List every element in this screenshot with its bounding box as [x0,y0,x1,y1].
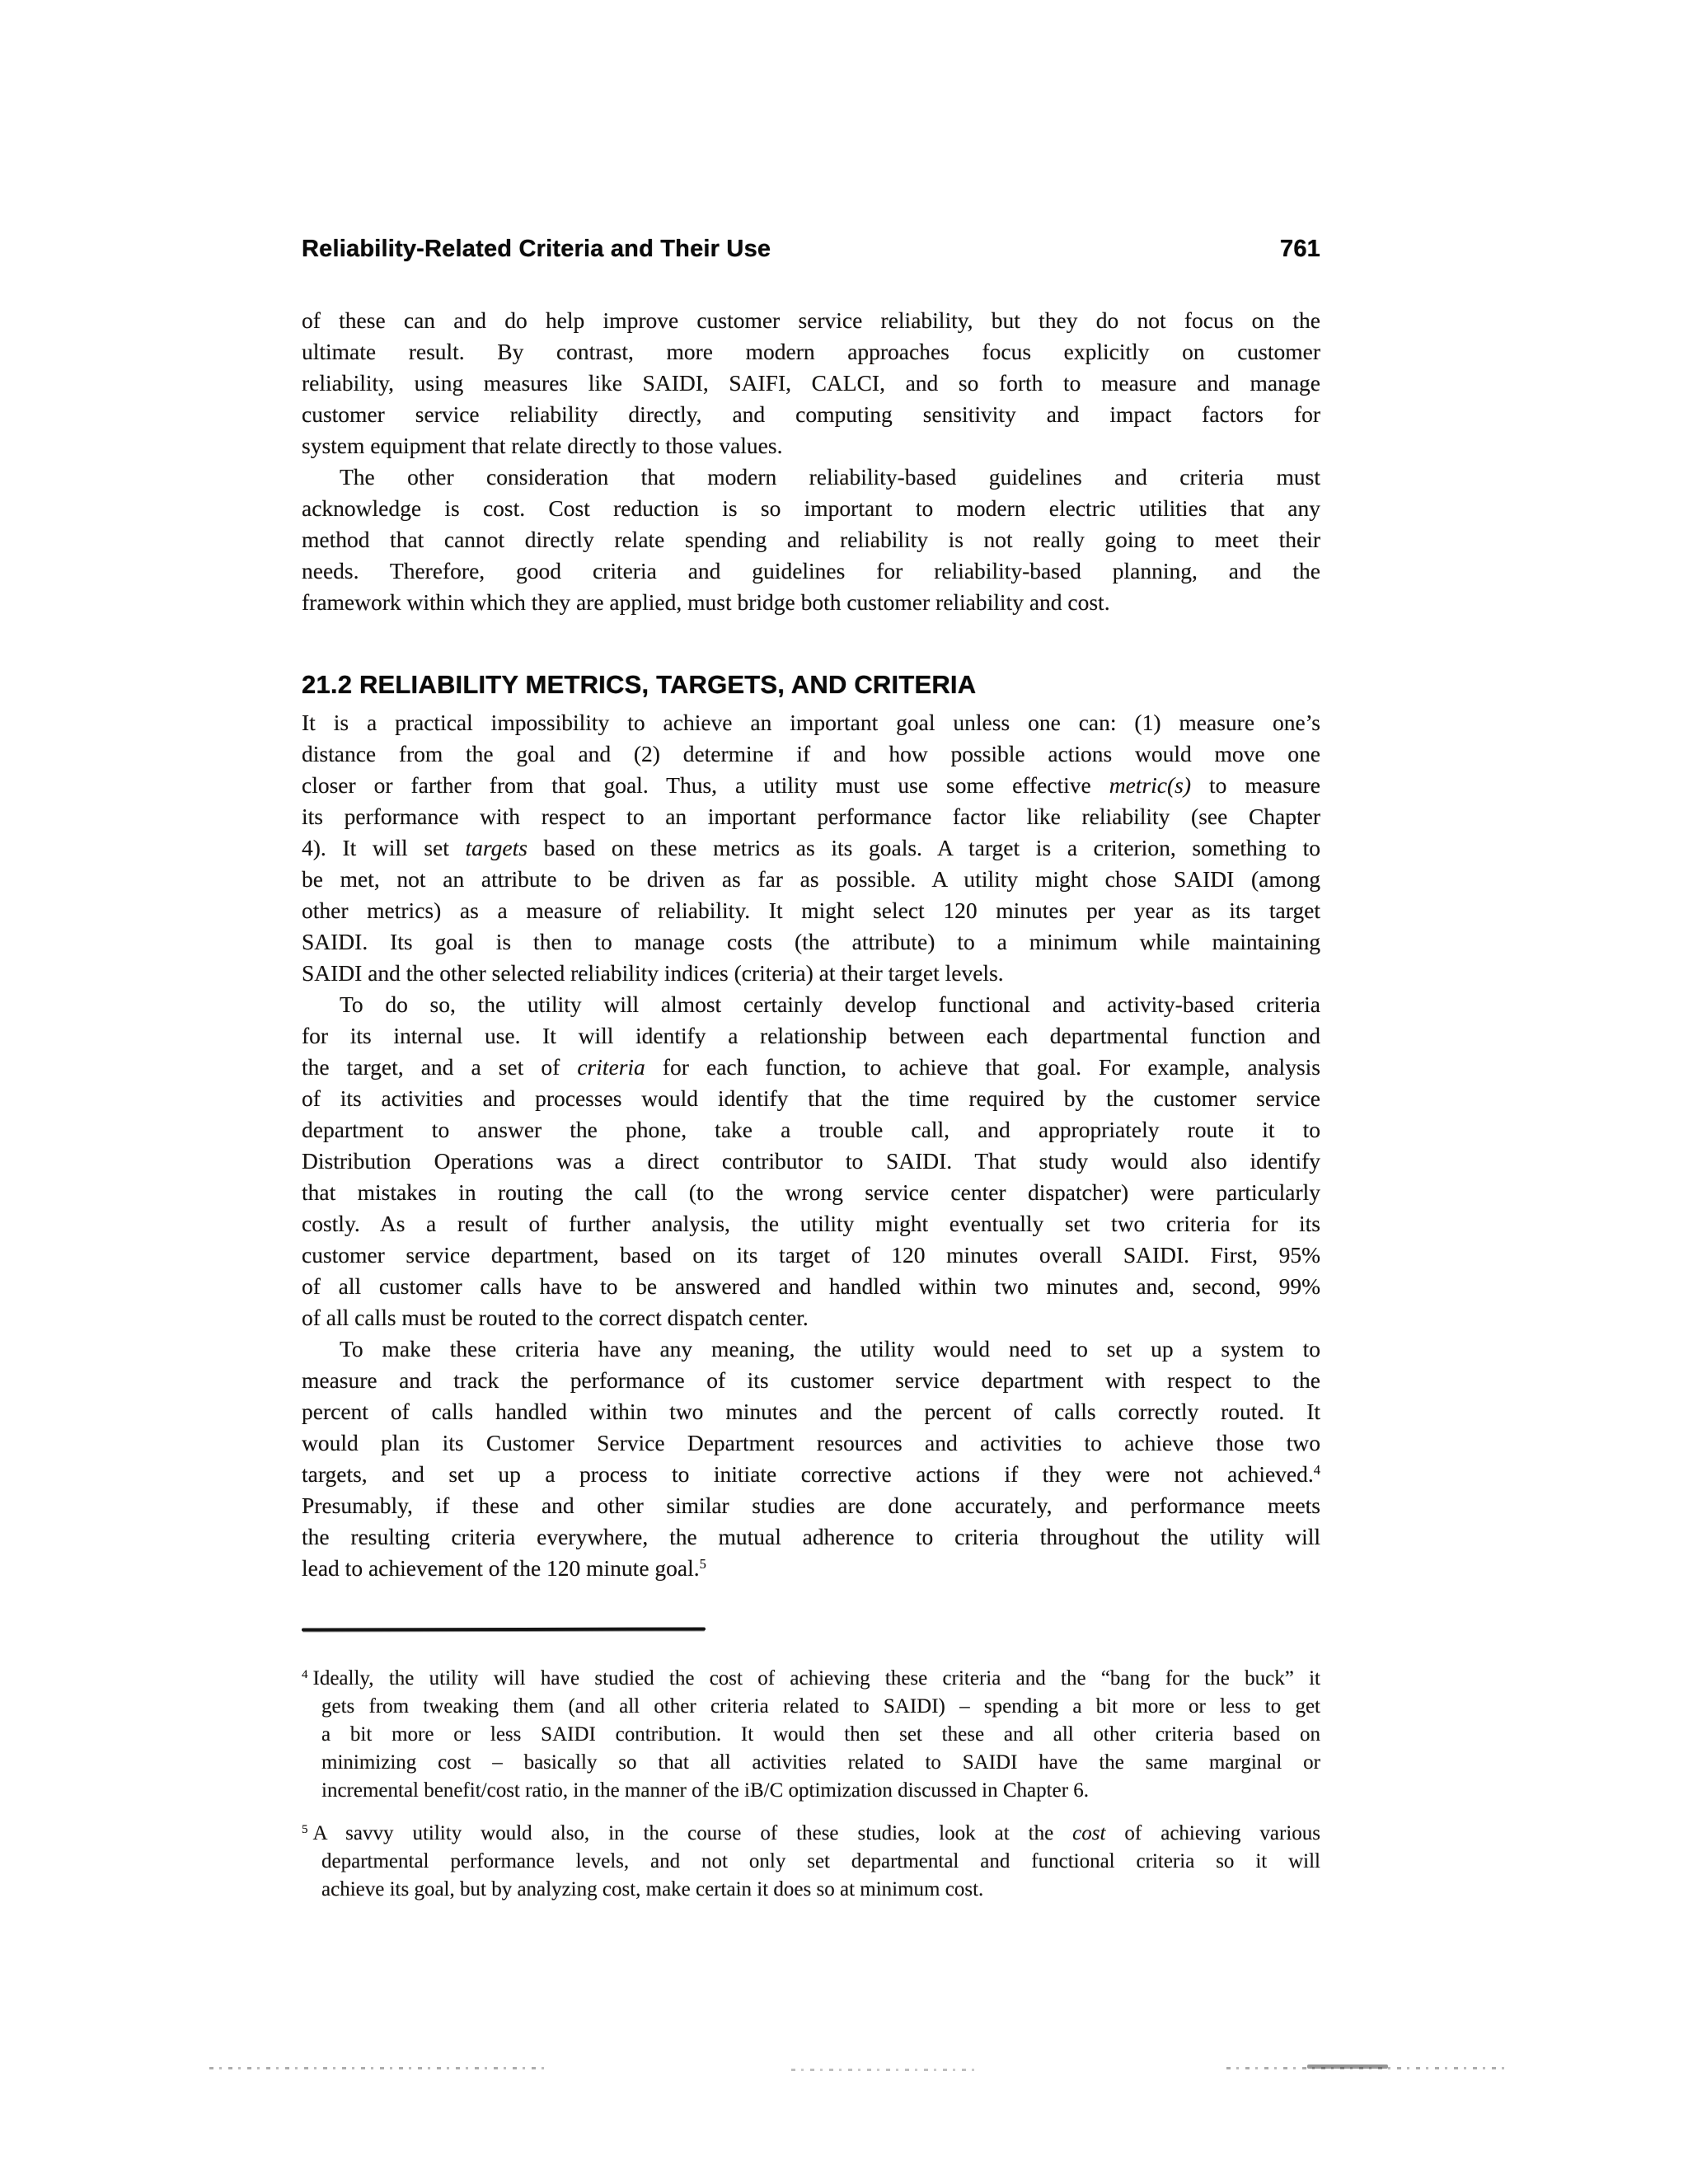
text-line: the target, and a set of criteria for each function, to achieve that goal. For example, analysis [302,1054,1320,1080]
section-heading: 21.2 RELIABILITY METRICS, TARGETS, AND CRITERIA [302,670,977,699]
text-line: be met, not an attribute to be driven as far as possible. A utility might chose SAIDI (among [302,866,1320,892]
text-line: customer service reliability directly, and computing sensitivity and impact factors for [302,401,1320,427]
text-line: of all customer calls have to be answered and handled within two minutes and, second, 99% [302,1273,1320,1299]
text-line: To do so, the utility will almost certainly develop functional and activity-based criteria [340,991,1320,1017]
text-line: needs. Therefore, good criteria and guidelines for reliability-based planning, and the [302,558,1320,583]
text-line: for its internal use. It will identify a relationship between each departmental function and [302,1023,1320,1048]
page-header [302,236,1320,263]
text-line: departmental performance levels, and not only set departmental and functional criteria so it will [321,1850,1320,1872]
intro-paragraphs [302,305,1320,618]
text-line: percent of calls handled within two minutes and the percent of calls correctly routed. It [302,1399,1320,1424]
paragraph [302,305,1320,462]
text-line: gets from tweaking them (and all other criteria related to SAIDI) – spending a bit more or less to get [321,1695,1320,1718]
text-line: other metrics) as a measure of reliability. It might select 120 minutes per year as its target [302,898,1320,923]
text-line: minimizing cost – basically so that all activities related to SAIDI have the same marginal or [321,1751,1320,1774]
text-line: It is a practical impossibility to achieve an important goal unless one can: (1) measure one’s [302,710,1320,735]
text-line: To make these criteria have any meaning, the utility would need to set up a system to [340,1336,1320,1361]
text-line: $^4$ Ideally, the utility will have studied the cost of achieving these criteria and the “bang for the buck” it [302,1667,1320,1690]
page-number: 761 [1280,236,1320,262]
text-line: incremental benefit/cost ratio, in the manner of the iB/C optimization discussed in Chapter 6. [321,1779,1090,1802]
text-line: of these can and do help improve customer service reliability, but they do not focus on the [302,307,1320,333]
section-paragraphs [302,707,1320,1584]
footnote-marker: 5 [302,1822,308,1836]
text-line: SAIDI. Its goal is then to manage costs (the attribute) to a minimum while maintaining [302,929,1320,954]
text-line: framework within which they are applied, must bridge both customer reliability and cost. [302,589,1110,615]
text-line: Presumably, if these and other similar studies are done accurately, and performance meets [302,1493,1320,1518]
text-line: that mistakes in routing the call (to the wrong service center dispatcher) were particularly [302,1179,1320,1205]
footnotes-section [302,1665,1320,1904]
text-line: costly. As a result of further analysis, the utility might eventually set two criteria for its [302,1211,1320,1236]
scan-artifact-line [791,2069,978,2071]
paragraph [302,1333,1320,1584]
text-line: department to answer the phone, take a trouble call, and appropriately route it to [302,1117,1320,1142]
text-line: measure and track the performance of its customer service department with respect to the [302,1367,1320,1393]
footnote-separator-rule [302,1627,706,1631]
text-line: customer service department, based on its target of 120 minutes overall SAIDI. First, 95% [302,1242,1320,1268]
footnote [302,1665,1320,1805]
paragraph [302,462,1320,618]
paragraph [302,707,1320,989]
text-line: The other consideration that modern reliability-based guidelines and criteria must [340,464,1320,490]
text-line: SAIDI and the other selected reliability indices (criteria) at their target levels. [302,960,1004,986]
text-line: method that cannot directly relate spending and reliability is not really going to meet their [302,527,1320,552]
text-line: its performance with respect to an important performance factor like reliability (see Chapter [302,804,1320,829]
text-line: system equipment that relate directly to those values. [302,433,783,458]
text-line: reliability, using measures like SAIDI, SAIFI, CALCI, and so forth to measure and manage [302,370,1320,396]
text-line: the resulting criteria everywhere, the mutual adherence to criteria throughout the utility will [302,1524,1320,1549]
text-line: lead to achievement of the 120 minute goal.$^5$ [302,1555,706,1581]
text-line: 4). It will set targets based on these metrics as its goals. A target is a criterion, something to [302,835,1320,860]
text-line: of its activities and processes would identify that the time required by the customer service [302,1085,1320,1111]
text-line: distance from the goal and (2) determine if and how possible actions would move one [302,741,1320,766]
text-line: targets, and set up a process to initiate corrective actions if they were not achieved.$^4$ [302,1461,1320,1487]
text-line: achieve its goal, but by analyzing cost, make certain it does so at minimum cost. [321,1878,984,1900]
text-line: acknowledge is cost. Cost reduction is so important to modern electric utilities that any [302,495,1320,521]
text-line: Distribution Operations was a direct contributor to SAIDI. That study would also identify [302,1148,1320,1174]
footnote-marker: 4 [302,1667,308,1681]
footnote [302,1820,1320,1904]
text-line: $^5$ A savvy utility would also, in the course of these studies, look at the cost of achieving various [302,1822,1320,1844]
paragraph [302,989,1320,1333]
text-line: of all calls must be routed to the correct dispatch center. [302,1305,809,1330]
scan-artifact-line [209,2067,547,2069]
text-line: would plan its Customer Service Department resources and activities to achieve those two [302,1430,1320,1455]
text-line: closer or farther from that goal. Thus, a utility must use some effective metric(s) to measure [302,772,1320,798]
text-line: a bit more or less SAIDI contribution. It would then set these and all other criteria based on [321,1723,1320,1746]
text-line: ultimate result. By contrast, more modern approaches focus explicitly on customer [302,339,1320,364]
running-head-title: Reliability-Related Criteria and Their Use [302,236,771,262]
scan-artifact-blob [1307,2064,1388,2069]
